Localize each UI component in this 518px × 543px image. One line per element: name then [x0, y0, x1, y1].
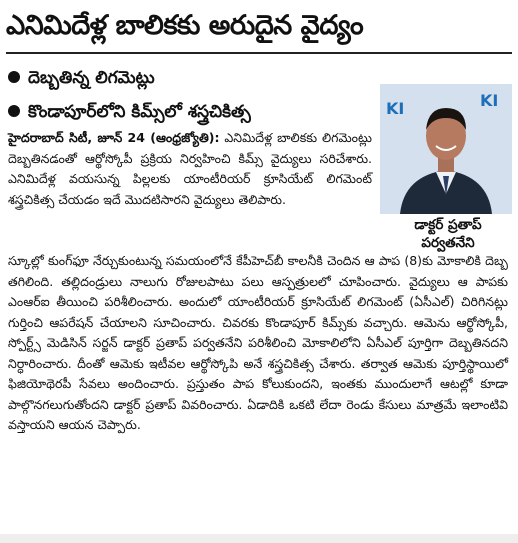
headline: ఎనిమిదేళ్ల బాలికకు అరుదైన వైద్యం — [6, 10, 364, 41]
doctor-photo — [380, 84, 512, 214]
subhead-1-text: దెబ్బతిన్న లిగమెట్లు — [28, 68, 155, 88]
caption-line-2: పర్వతనేని — [421, 235, 475, 251]
logo-text-left: KI — [386, 99, 405, 118]
subhead-2-text: కొండాపూర్‌లోని కిమ్స్‌లో శస్త్రచికిత్స — [28, 102, 251, 122]
photo-caption — [384, 216, 512, 252]
headline-rule — [6, 52, 512, 54]
bullet-icon — [8, 71, 20, 83]
page-edge — [0, 534, 518, 543]
doctor-portrait-image — [380, 84, 512, 214]
body-text-bottom: స్కూల్లో కుంగ్‌ఫూ నేర్చుకుంటున్న సమయంలోనే కేపీహెచ్‌బీ కాలనీకి చెందిన ఆ పాప (8)కు మోకాలికి దెబ్బ తగిలింది. తల్లిదండ్రులు నాలుగు రోజులపాటు పలు ఆస్పత్రులలో చూపించారు. వైద్యులు ఆ పాపకు ఎంఆర్ఐ తీయించి పరిశీలించారు. అందులో యాంటీరియర్ క్రూసియేట్ లిగమెంట్ (ఏసీఎల్) చిరిగినట్లు గుర్తించి ఆపరేషన్ చేయాలని సూచించారు. చివరకు కొండాపూర్ కిమ్స్‌కు వచ్చారు. ఆమెను ఆర్థోస్కోపీ, స్పోర్ట్స్ మెడిసిన్ సర్జన్ డాక్టర్ ప్రతాప్ పర్వతనేని పరిశీలించి మోకాలిలోని ఏసీఎల్ పూర్తిగా దెబ్బతినదని నిర్ధారించారు. దీంతో ఆమెకు ఇటీవల ఆర్థోస్కోపి అనే శస్త్రచికిత్స చేశారు. తర్వాత ఆమెకు పూర్తిస్థాయిలో ఫిజియోథెరపీ సేవలు అందించారు. ప్రస్తుతం పాప కోలుకుందని, ఇంతకు ముందులాగే ఆటల్లో కూడా పాల్గొనగలుగుతోందని డాక్టర్ ప్రతాప్ వివరించారు. ఏడాదికి ఒకటి లేదా రెండు కేసులు మాత్రమే ఇలాంటివి వస్తాయని ఆయన చెప్పారు. — [8, 253, 508, 432]
article-body-top — [8, 128, 372, 210]
dateline: హైదరాబాద్ సిటీ, జూన్ 24 (ఆంధ్రజ్యోతి): — [8, 130, 220, 145]
caption-line-1: డాక్టర్ ప్రతాప్ — [414, 217, 482, 233]
bullet-icon — [8, 105, 20, 117]
body-text-top: ఎనిమిదేళ్ల బాలికకు లిగమెంట్లు దెబ్బతినడంతో ఆర్థోస్కోపీ ప్రక్రియ నిర్వహించి కిమ్స్ వైద్యులు సరిచేశారు. ఎనిమిదేళ్ల వయసున్న పిల్లలకు యాంటీరియర్ క్రూసియేట్ లిగమెంట్ శస్త్రచికిత్స చేయడం ఇదే మొదటిసారని వైద్యులు తెలిపారు. — [8, 130, 372, 207]
subhead-2 — [8, 100, 251, 124]
subhead-1 — [8, 66, 155, 90]
article-body-bottom — [8, 251, 508, 436]
logo-text-right: KI — [480, 91, 499, 110]
